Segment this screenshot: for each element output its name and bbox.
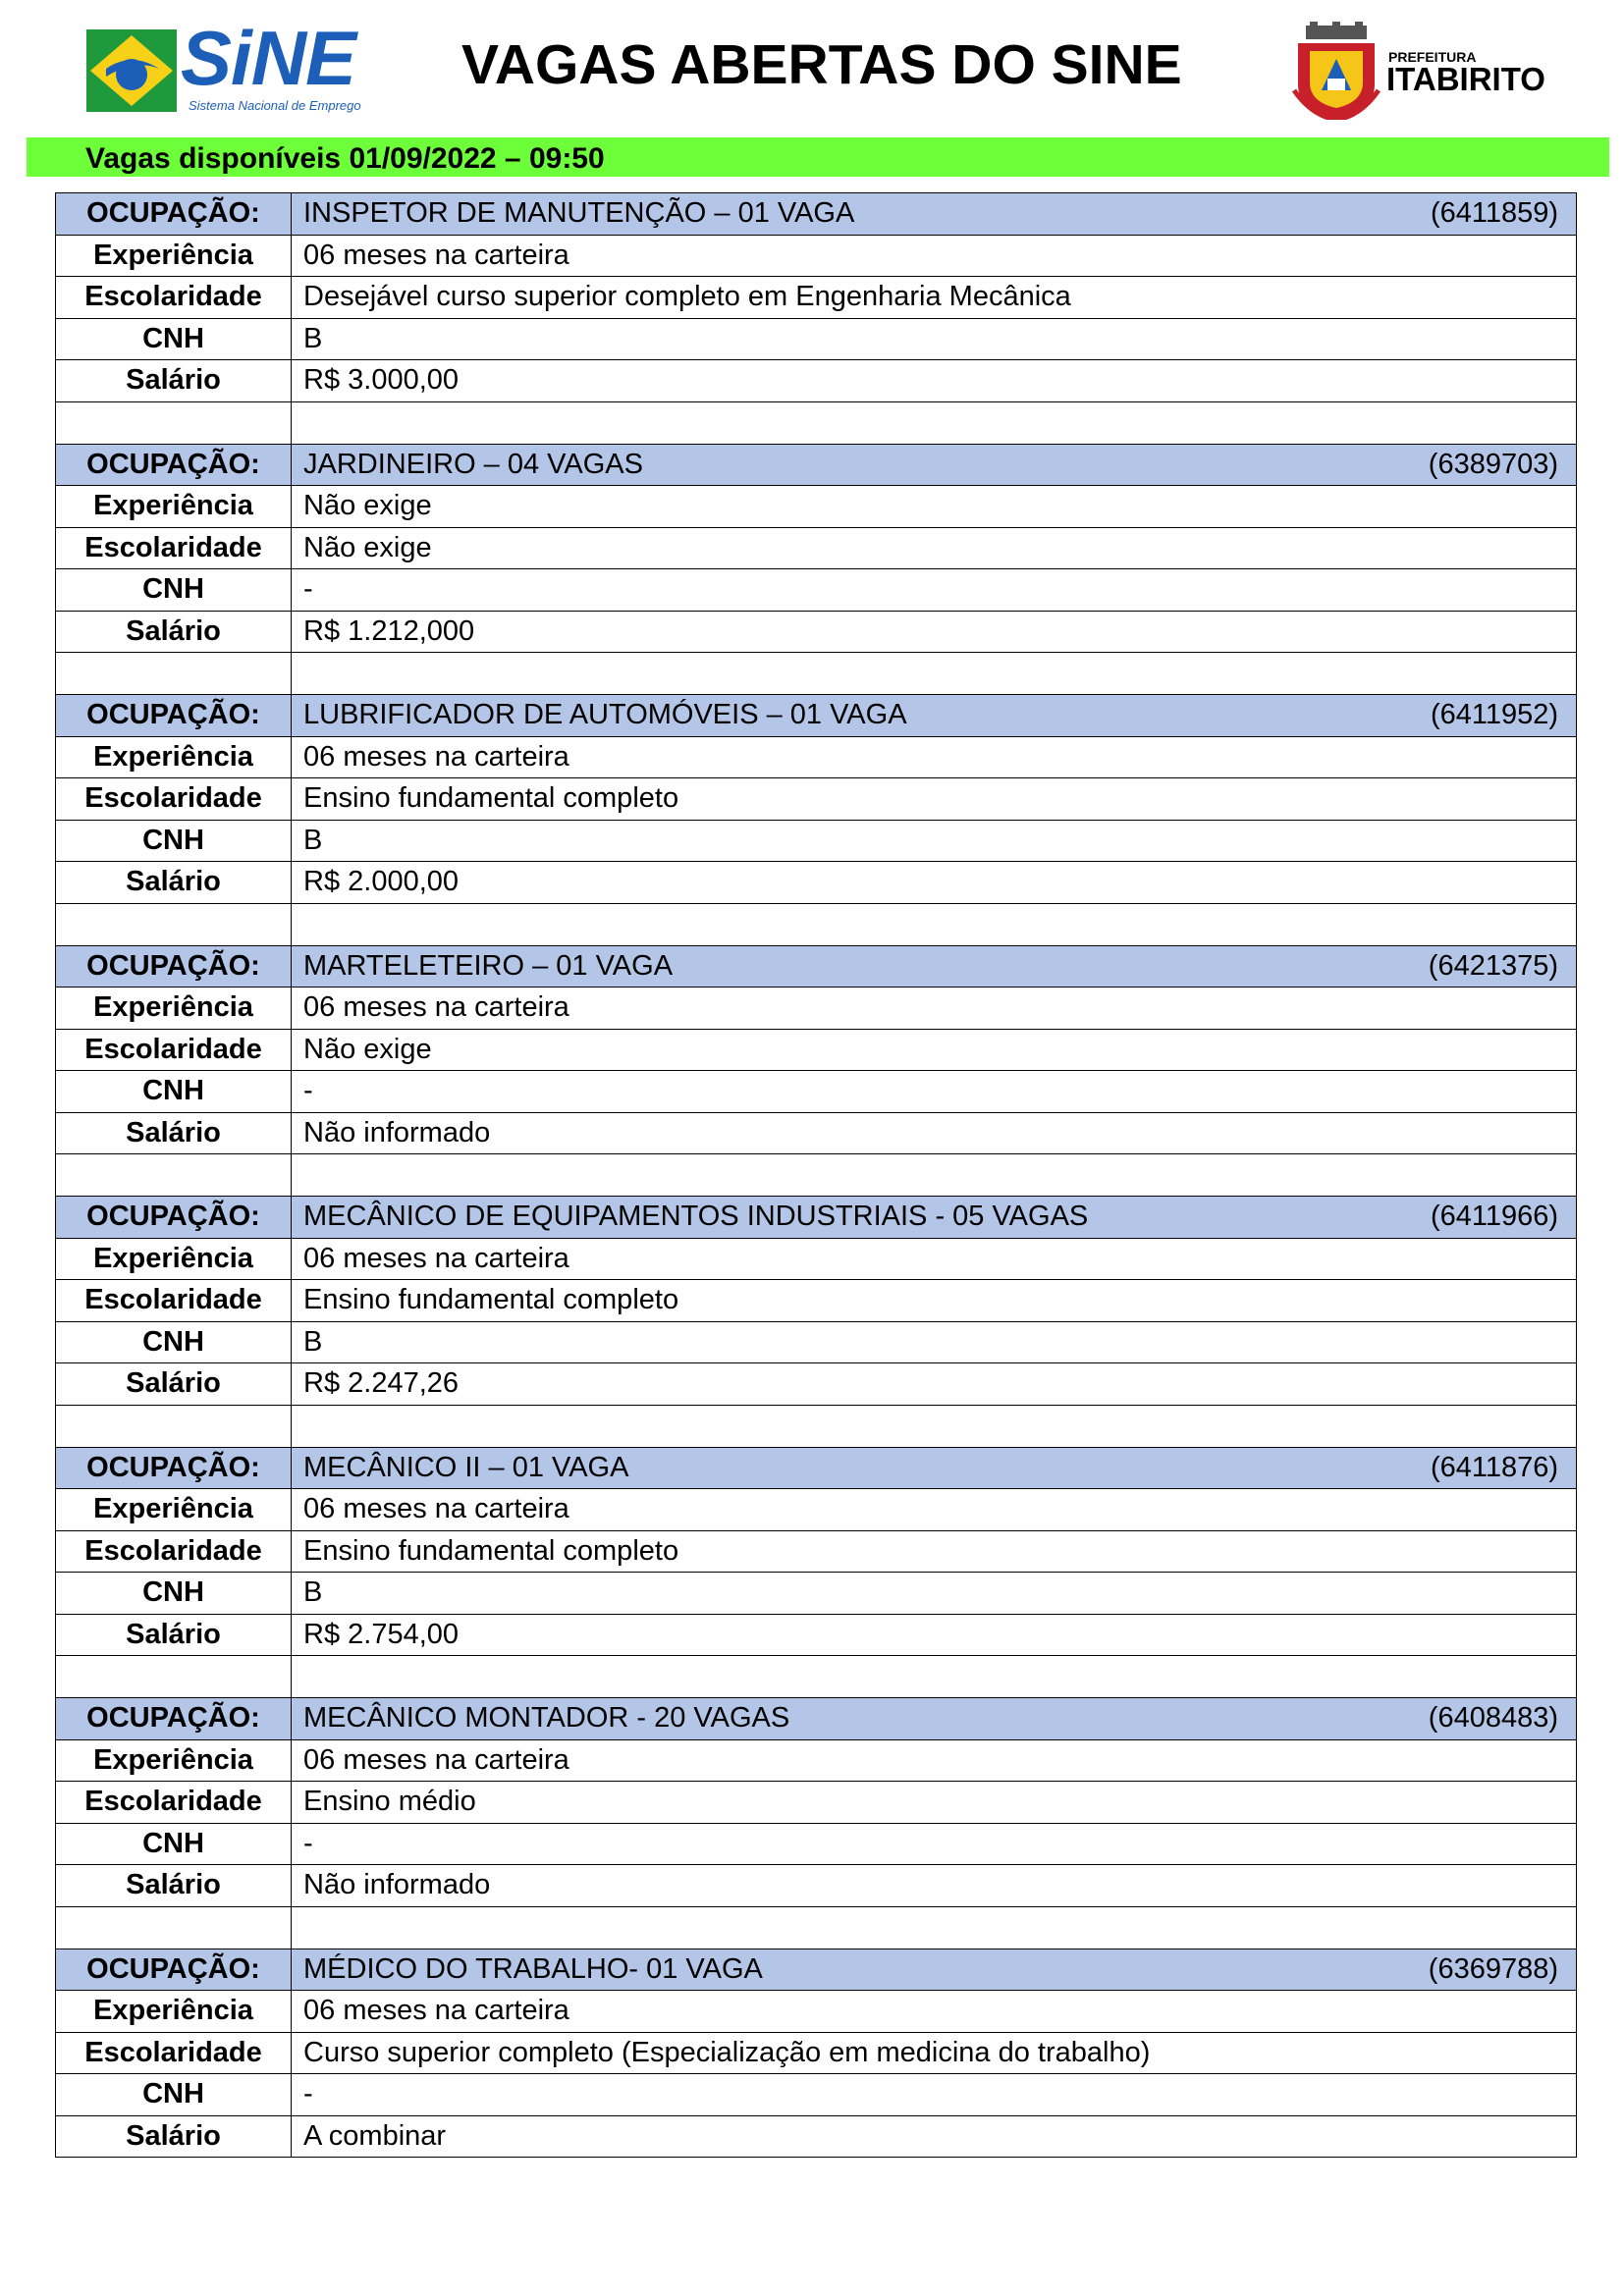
spacer-row (56, 1656, 1577, 1698)
job-cnh: - (292, 1071, 1577, 1113)
sine-flag-icon (86, 29, 177, 112)
job-schooling-label: Escolaridade (56, 1280, 292, 1322)
job-occupation-row (56, 945, 1577, 988)
job-cnh-label: CNH (56, 1573, 292, 1615)
job-title: MARTELETEIRO – 01 VAGA (303, 949, 674, 982)
city-crest-icon (1292, 22, 1380, 120)
job-salary: R$ 1.212,000 (292, 611, 1577, 653)
job-code: (6369788) (1428, 1952, 1558, 1985)
job-occupation-row (56, 1949, 1577, 1991)
sine-wordmark: SiNE (181, 15, 356, 101)
job-cnh-row (56, 1071, 1577, 1113)
job-cnh-label: CNH (56, 569, 292, 612)
job-occupation-row (56, 1698, 1577, 1740)
job-experience-row (56, 1739, 1577, 1782)
job-cnh: - (292, 569, 1577, 612)
job-salary: Não informado (292, 1112, 1577, 1154)
job-schooling-label: Escolaridade (56, 1029, 292, 1071)
sine-subtitle: Sistema Nacional de Emprego (189, 98, 361, 113)
job-schooling: Desejável curso superior completo em Engenharia Mecânica (292, 277, 1577, 319)
job-schooling: Ensino fundamental completo (292, 1530, 1577, 1573)
job-occupation-row (56, 695, 1577, 737)
job-schooling-row (56, 778, 1577, 821)
job-cnh: B (292, 1573, 1577, 1615)
job-schooling-row (56, 527, 1577, 569)
job-code: (6411952) (1430, 699, 1558, 731)
job-salary: R$ 2.247,26 (292, 1363, 1577, 1406)
job-schooling-label: Escolaridade (56, 2032, 292, 2074)
occupation-label: OCUPAÇÃO: (56, 1197, 292, 1239)
spacer-row (56, 653, 1577, 695)
occupation-label: OCUPAÇÃO: (56, 1698, 292, 1740)
job-experience-row (56, 1238, 1577, 1280)
job-experience-label: Experiência (56, 1489, 292, 1531)
occupation-label: OCUPAÇÃO: (56, 1447, 292, 1489)
job-schooling-row (56, 2032, 1577, 2074)
spacer-row (56, 401, 1577, 444)
job-salary-row (56, 611, 1577, 653)
job-schooling-label: Escolaridade (56, 1530, 292, 1573)
sine-logo (86, 15, 361, 116)
job-cnh-row (56, 318, 1577, 360)
job-experience-row (56, 486, 1577, 528)
job-experience-label: Experiência (56, 486, 292, 528)
job-title: LUBRIFICADOR DE AUTOMÓVEIS – 01 VAGA (303, 699, 907, 731)
job-schooling: Ensino fundamental completo (292, 778, 1577, 821)
job-experience: 06 meses na carteira (292, 235, 1577, 277)
job-salary-row (56, 862, 1577, 904)
job-code: (6411876) (1430, 1451, 1558, 1483)
job-schooling-label: Escolaridade (56, 1782, 292, 1824)
job-experience-label: Experiência (56, 1238, 292, 1280)
job-cnh: - (292, 1823, 1577, 1865)
job-salary-label: Salário (56, 1614, 292, 1656)
occupation-label: OCUPAÇÃO: (56, 1949, 292, 1991)
job-title: MECÂNICO MONTADOR - 20 VAGAS (303, 1702, 790, 1735)
job-cnh-label: CNH (56, 1823, 292, 1865)
job-salary-row (56, 1112, 1577, 1154)
job-cnh-label: CNH (56, 1321, 292, 1363)
prefeitura-logo (1292, 22, 1547, 120)
job-experience-label: Experiência (56, 1739, 292, 1782)
job-experience-row (56, 1991, 1577, 2033)
job-experience-row (56, 988, 1577, 1030)
job-schooling-label: Escolaridade (56, 277, 292, 319)
job-title: MÉDICO DO TRABALHO- 01 VAGA (303, 1952, 763, 1985)
job-experience: 06 meses na carteira (292, 988, 1577, 1030)
job-experience-label: Experiência (56, 235, 292, 277)
job-title: MECÂNICO DE EQUIPAMENTOS INDUSTRIAIS - 05 VAGAS (303, 1201, 1089, 1233)
job-code: (6389703) (1428, 448, 1558, 480)
job-experience: Não exige (292, 486, 1577, 528)
job-salary-row (56, 360, 1577, 402)
job-salary-label: Salário (56, 611, 292, 653)
job-salary-label: Salário (56, 360, 292, 402)
job-schooling: Não exige (292, 1029, 1577, 1071)
job-title: INSPETOR DE MANUTENÇÃO – 01 VAGA (303, 197, 855, 230)
job-title: JARDINEIRO – 04 VAGAS (303, 448, 643, 480)
job-cnh: B (292, 318, 1577, 360)
occupation-label: OCUPAÇÃO: (56, 444, 292, 486)
job-cnh-row (56, 569, 1577, 612)
job-cnh-label: CNH (56, 318, 292, 360)
job-salary-label: Salário (56, 1363, 292, 1406)
page-header (0, 0, 1624, 137)
job-cnh: B (292, 820, 1577, 862)
date-text: Vagas disponíveis 01/09/2022 – 09:50 (85, 142, 605, 175)
job-salary: R$ 3.000,00 (292, 360, 1577, 402)
job-cnh-label: CNH (56, 2074, 292, 2116)
job-cnh-label: CNH (56, 1071, 292, 1113)
job-occupation-row (56, 444, 1577, 486)
job-schooling-label: Escolaridade (56, 527, 292, 569)
job-experience: 06 meses na carteira (292, 1489, 1577, 1531)
job-schooling-row (56, 1530, 1577, 1573)
job-salary: R$ 2.000,00 (292, 862, 1577, 904)
job-schooling-label: Escolaridade (56, 778, 292, 821)
job-salary-label: Salário (56, 1112, 292, 1154)
spacer-row (56, 1405, 1577, 1447)
job-salary: A combinar (292, 2115, 1577, 2158)
job-occupation-row (56, 193, 1577, 236)
job-cnh-label: CNH (56, 820, 292, 862)
job-salary-row (56, 1614, 1577, 1656)
spacer-row (56, 1154, 1577, 1197)
job-experience-label: Experiência (56, 736, 292, 778)
job-experience-row (56, 1489, 1577, 1531)
job-experience: 06 meses na carteira (292, 1991, 1577, 2033)
job-schooling: Ensino médio (292, 1782, 1577, 1824)
job-salary-label: Salário (56, 862, 292, 904)
job-experience: 06 meses na carteira (292, 1739, 1577, 1782)
occupation-label: OCUPAÇÃO: (56, 193, 292, 236)
job-salary-label: Salário (56, 2115, 292, 2158)
job-salary-row (56, 1865, 1577, 1907)
job-schooling-row (56, 277, 1577, 319)
job-occupation-row (56, 1197, 1577, 1239)
job-salary-row (56, 2115, 1577, 2158)
job-title: MECÂNICO II – 01 VAGA (303, 1451, 629, 1483)
job-schooling: Não exige (292, 527, 1577, 569)
page-title: VAGAS ABERTAS DO SINE (461, 33, 1182, 96)
job-cnh: B (292, 1321, 1577, 1363)
job-experience: 06 meses na carteira (292, 1238, 1577, 1280)
job-schooling: Ensino fundamental completo (292, 1280, 1577, 1322)
job-code: (6411966) (1430, 1201, 1558, 1233)
job-cnh-row (56, 1573, 1577, 1615)
job-salary: Não informado (292, 1865, 1577, 1907)
job-schooling-row (56, 1029, 1577, 1071)
job-cnh-row (56, 1321, 1577, 1363)
jobs-table (55, 192, 1577, 2158)
job-experience-label: Experiência (56, 1991, 292, 2033)
job-schooling-row (56, 1280, 1577, 1322)
job-code: (6408483) (1428, 1702, 1558, 1735)
job-code: (6421375) (1428, 949, 1558, 982)
job-cnh: - (292, 2074, 1577, 2116)
job-experience-label: Experiência (56, 988, 292, 1030)
spacer-row (56, 903, 1577, 945)
job-schooling: Curso superior completo (Especialização em medicina do trabalho) (292, 2032, 1577, 2074)
job-occupation-row (56, 1447, 1577, 1489)
date-bar (27, 137, 1609, 177)
job-cnh-row (56, 1823, 1577, 1865)
job-cnh-row (56, 820, 1577, 862)
job-experience-row (56, 736, 1577, 778)
city-name: ITABIRITO (1386, 61, 1545, 97)
job-salary-label: Salário (56, 1865, 292, 1907)
spacer-row (56, 1906, 1577, 1949)
job-code: (6411859) (1430, 197, 1558, 230)
occupation-label: OCUPAÇÃO: (56, 945, 292, 988)
job-experience: 06 meses na carteira (292, 736, 1577, 778)
job-salary-row (56, 1363, 1577, 1406)
occupation-label: OCUPAÇÃO: (56, 695, 292, 737)
job-experience-row (56, 235, 1577, 277)
job-salary: R$ 2.754,00 (292, 1614, 1577, 1656)
prefeitura-label: PREFEITURA (1388, 49, 1477, 65)
job-schooling-row (56, 1782, 1577, 1824)
job-cnh-row (56, 2074, 1577, 2116)
